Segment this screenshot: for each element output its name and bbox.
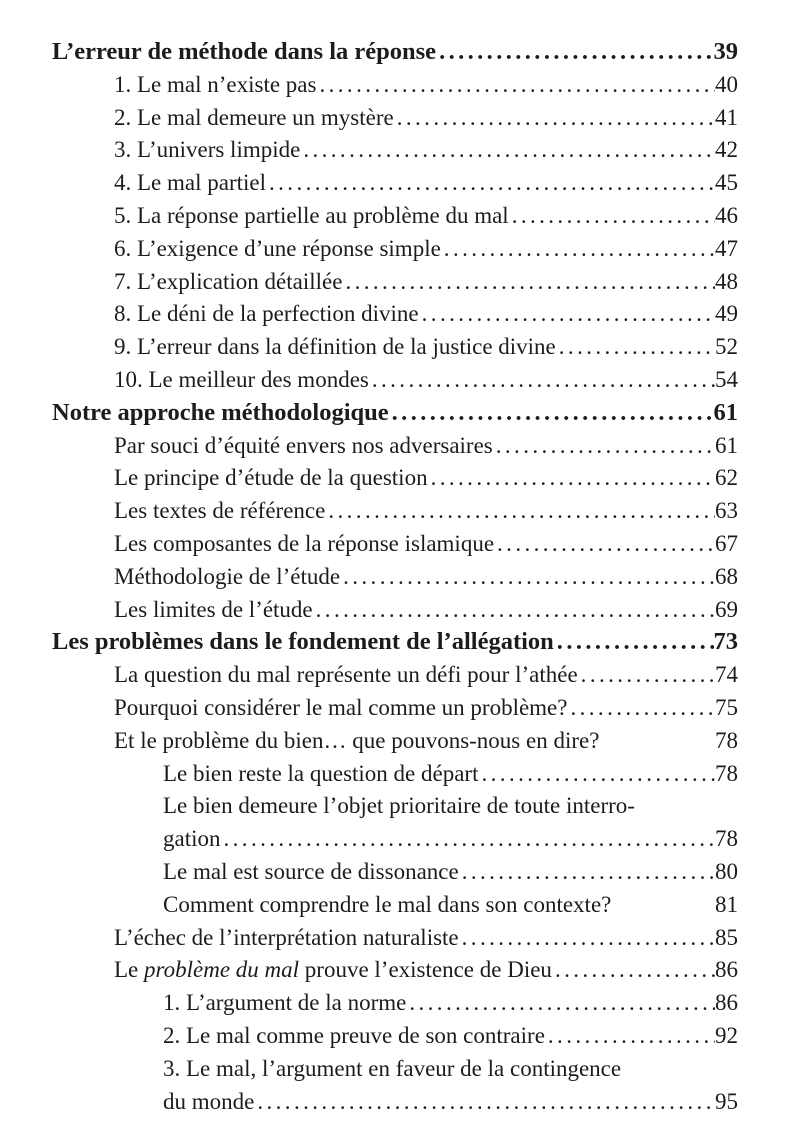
toc-page-number: 95: [715, 1088, 738, 1114]
toc-entry-row: [52, 102, 738, 135]
toc-leader-dots: [578, 659, 715, 692]
toc-entry-row: [52, 790, 738, 823]
toc-section-row: [52, 36, 738, 69]
toc-leader-dots: [394, 102, 715, 135]
toc-page-number: 68: [715, 563, 738, 589]
toc-entry-title-italic: problème du mal: [144, 957, 300, 983]
toc-page-number: 69: [715, 596, 738, 622]
toc-leader-dots: [493, 430, 715, 463]
toc-page-number: 73: [713, 628, 738, 656]
toc-page-number: 67: [715, 530, 738, 556]
toc-entry-title: 1. Le mal n’existe pas: [114, 71, 317, 97]
toc-entry-row: [52, 266, 738, 299]
toc-page-number: 46: [715, 202, 738, 228]
toc-entry-row: [52, 758, 738, 791]
toc-entry-title: 3. Le mal, l’argument en faveur de la contingence: [163, 1055, 622, 1081]
toc-entry-row: [52, 364, 738, 397]
toc-entry-row: [52, 856, 738, 889]
toc-entry-title: 8. Le déni de la perfection divine: [114, 301, 419, 327]
toc-entry-row: [52, 233, 738, 266]
toc-page-number: 80: [715, 858, 738, 884]
toc-leader-dots: [254, 1086, 715, 1119]
toc-page-number: 52: [715, 334, 738, 360]
toc-entry-row: [52, 725, 738, 758]
toc-page-number: 45: [715, 170, 738, 196]
toc-section-row: [52, 397, 738, 430]
toc-entry-row: [52, 298, 738, 331]
toc-entry-title: 2. Le mal demeure un mystère: [114, 104, 394, 130]
toc-entry-title: Les problèmes dans le fondement de l’allégation: [52, 628, 554, 656]
toc-page-number: 48: [715, 268, 738, 294]
toc-entry-row: [52, 528, 738, 561]
toc-entry-row: [52, 200, 738, 233]
toc-entry-row: [52, 1020, 738, 1053]
toc-section-row: [52, 626, 738, 659]
toc-leader-dots: [428, 462, 715, 495]
toc-entry-title: Le problème du mal prouve l’existence de Dieu: [114, 957, 552, 983]
toc-entry-title: 4. Le mal partiel: [114, 170, 266, 196]
toc-entry-row: [52, 69, 738, 102]
toc-entry-row: [52, 954, 738, 987]
toc-leader-dots: [340, 561, 715, 594]
toc-entry-title: Le mal est source de dissonance: [163, 858, 459, 884]
toc-entry-title: L’erreur de méthode dans la réponse: [52, 38, 437, 65]
toc-leader-dots: [509, 200, 715, 233]
toc-entry-title: du monde: [163, 1088, 255, 1114]
toc-leader-dots: [266, 167, 715, 200]
toc-page-number: 75: [715, 694, 738, 720]
toc-page-number: 78: [715, 727, 738, 753]
toc-leader-dots: [342, 266, 715, 299]
toc-entry-row: [52, 659, 738, 692]
toc-leader-dots: [436, 36, 713, 69]
toc-page-number: 85: [715, 924, 738, 950]
toc-entry-title: Pourquoi considérer le mal comme un problème?: [114, 694, 568, 720]
toc-leader-dots: [221, 823, 716, 856]
toc-leader-dots: [406, 987, 715, 1020]
toc-entry-title: 3. L’univers limpide: [114, 137, 301, 163]
toc-leader-dots: [441, 233, 715, 266]
toc-leader-dots: [325, 495, 715, 528]
toc-page-number: 78: [715, 826, 738, 852]
toc-entry-title: Et le problème du bien… que pouvons-nous en dire?: [114, 727, 600, 753]
toc-entry-title: 6. L’exigence d’une réponse simple: [114, 235, 441, 261]
toc-page-number: 54: [715, 366, 738, 392]
toc-leader-dots: [554, 626, 714, 659]
toc-entry-title: Le bien demeure l’objet prioritaire de toute interro-: [163, 793, 635, 819]
toc-page-number: 74: [715, 662, 738, 688]
toc-entry-row: [52, 922, 738, 955]
toc-entry-row: [52, 1053, 738, 1086]
toc-entry-title: Comment comprendre le mal dans son contexte?: [163, 891, 612, 917]
toc-entry-title: Notre approche méthodologique: [52, 398, 389, 426]
toc-leader-dots: [300, 134, 715, 167]
toc-entry-title: 2. Le mal comme preuve de son contraire: [163, 1022, 545, 1048]
toc-entry-title: L’échec de l’interprétation naturaliste: [114, 924, 459, 950]
toc-entry-row: [52, 134, 738, 167]
toc-entry-row: [52, 561, 738, 594]
toc-page-number: 61: [713, 398, 738, 426]
toc-page-number: 40: [715, 71, 738, 97]
toc-leader-dots: [556, 331, 715, 364]
toc-leader-dots: [545, 1020, 715, 1053]
toc-page-number: 78: [715, 760, 738, 786]
toc-entry-row: [52, 167, 738, 200]
toc-page-number: 49: [715, 301, 738, 327]
toc-page-number: 47: [715, 235, 738, 261]
toc-page-number: 81: [715, 891, 738, 917]
toc-leader-dots: [459, 922, 715, 955]
toc-entry-title: 5. La réponse partielle au problème du mal: [114, 202, 509, 228]
toc-leader-dots: [313, 594, 715, 627]
toc-page-number: 63: [715, 498, 738, 524]
toc-entry-title: gation: [163, 826, 221, 852]
toc-entry-row: [52, 331, 738, 364]
toc-entry-title: 1. L’argument de la norme: [163, 990, 407, 1016]
toc-leader-dots: [552, 954, 715, 987]
toc-leader-dots: [369, 364, 715, 397]
toc-entry-row: [52, 594, 738, 627]
toc-entry-title: Par souci d’équité envers nos adversaires: [114, 432, 493, 458]
toc-leader-dots: [479, 758, 716, 791]
toc-page-number: 92: [715, 1022, 738, 1048]
toc-entry-title: Les textes de référence: [114, 498, 326, 524]
toc-entry-row: [52, 987, 738, 1020]
toc-entry-title: 9. L’erreur dans la définition de la justice divine: [114, 334, 556, 360]
toc-leader-dots: [419, 298, 715, 331]
toc-leader-dots: [494, 528, 715, 561]
toc-entry-row: [52, 495, 738, 528]
toc-page-number: 62: [715, 465, 738, 491]
toc-entry-title: Les limites de l’étude: [114, 596, 313, 622]
toc-entry-row: [52, 1086, 738, 1119]
toc-entry-title: La question du mal représente un défi pour l’athée: [114, 662, 578, 688]
toc-entry-title: Les composantes de la réponse islamique: [114, 530, 495, 556]
toc-leader-dots: [389, 397, 714, 430]
toc-page-number: 41: [715, 104, 738, 130]
toc-page-number: 86: [715, 990, 738, 1016]
toc-entry-title: Le bien reste la question de départ: [163, 760, 479, 786]
toc-page-number: 86: [715, 957, 738, 983]
toc-leader-dots: [567, 692, 715, 725]
toc-entry-row: [52, 462, 738, 495]
toc-entry-title: Le principe d’étude de la question: [114, 465, 428, 491]
toc-entry-title: 10. Le meilleur des mondes: [114, 366, 369, 392]
toc-leader-dots: [459, 856, 715, 889]
toc-entry-title: 7. L’explication détaillée: [114, 268, 343, 294]
toc-page-number: 39: [713, 38, 738, 65]
toc-entry-row: [52, 823, 738, 856]
toc-leader-dots: [316, 69, 715, 102]
toc-page-number: 42: [715, 137, 738, 163]
toc-entry-title: Méthodologie de l’étude: [114, 563, 341, 589]
toc-entry-row: [52, 430, 738, 463]
toc-entry-row: [52, 692, 738, 725]
toc-page-number: 61: [715, 432, 738, 458]
toc-entry-row: [52, 889, 738, 922]
